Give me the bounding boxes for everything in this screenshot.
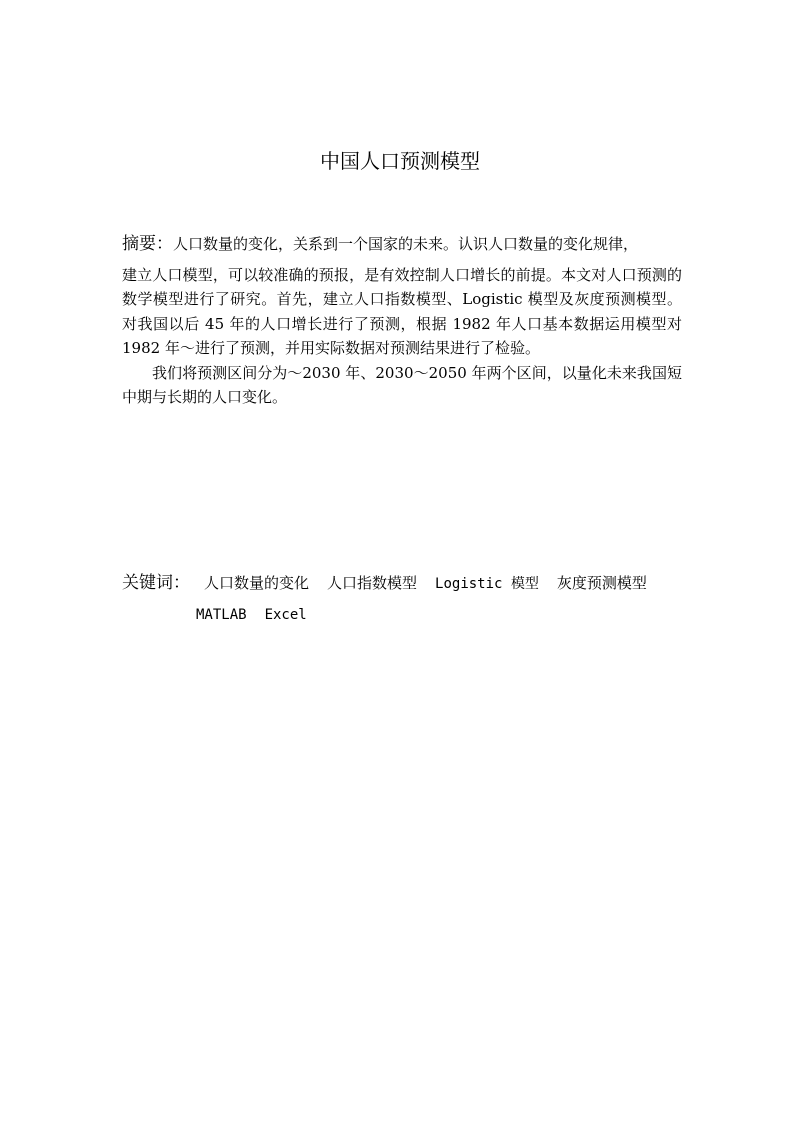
keyword-item: 人口数量的变化 xyxy=(204,574,310,592)
keyword-item: Logistic 模型 xyxy=(435,576,539,592)
paper-title: 中国人口预测模型 xyxy=(320,149,480,173)
keyword-item: 人口指数模型 xyxy=(327,574,418,592)
keyword-item: 灰度预测模型 xyxy=(556,574,647,592)
keywords-section xyxy=(122,568,692,630)
abstract-first-line xyxy=(122,232,682,257)
abstract-line1: 人口数量的变化，关系到一个国家的未来。认识人口数量的变化规律， xyxy=(173,235,639,253)
abstract-label: 摘要： xyxy=(122,234,173,254)
abstract-paragraph-1: 建立人口模型，可以较准确的预报，是有效控制人口增长的前提。本文对人口预测的数学模型进行了研究。首先，建立人口指数模型、Logistic 模型及灰度预测模型。对我国以后 45 年的人口增长进行了预测，根据 1982 年人口基本数据运用模型对 1982 年～进行了预测，并用实际数据对预测结果进行了检验。 xyxy=(122,265,682,357)
keywords-label: 关键词： xyxy=(122,573,190,593)
keywords-line-1 xyxy=(122,568,692,599)
keyword-item: MATLAB xyxy=(196,607,247,623)
abstract-section xyxy=(122,232,682,410)
keywords-line-2 xyxy=(122,599,692,630)
abstract-paragraph-2: 我们将预测区间分为～2030 年、2030～2050 年两个区间，以量化未来我国短中期与长期的人口变化。 xyxy=(122,363,682,406)
keyword-item: Excel xyxy=(264,607,307,623)
